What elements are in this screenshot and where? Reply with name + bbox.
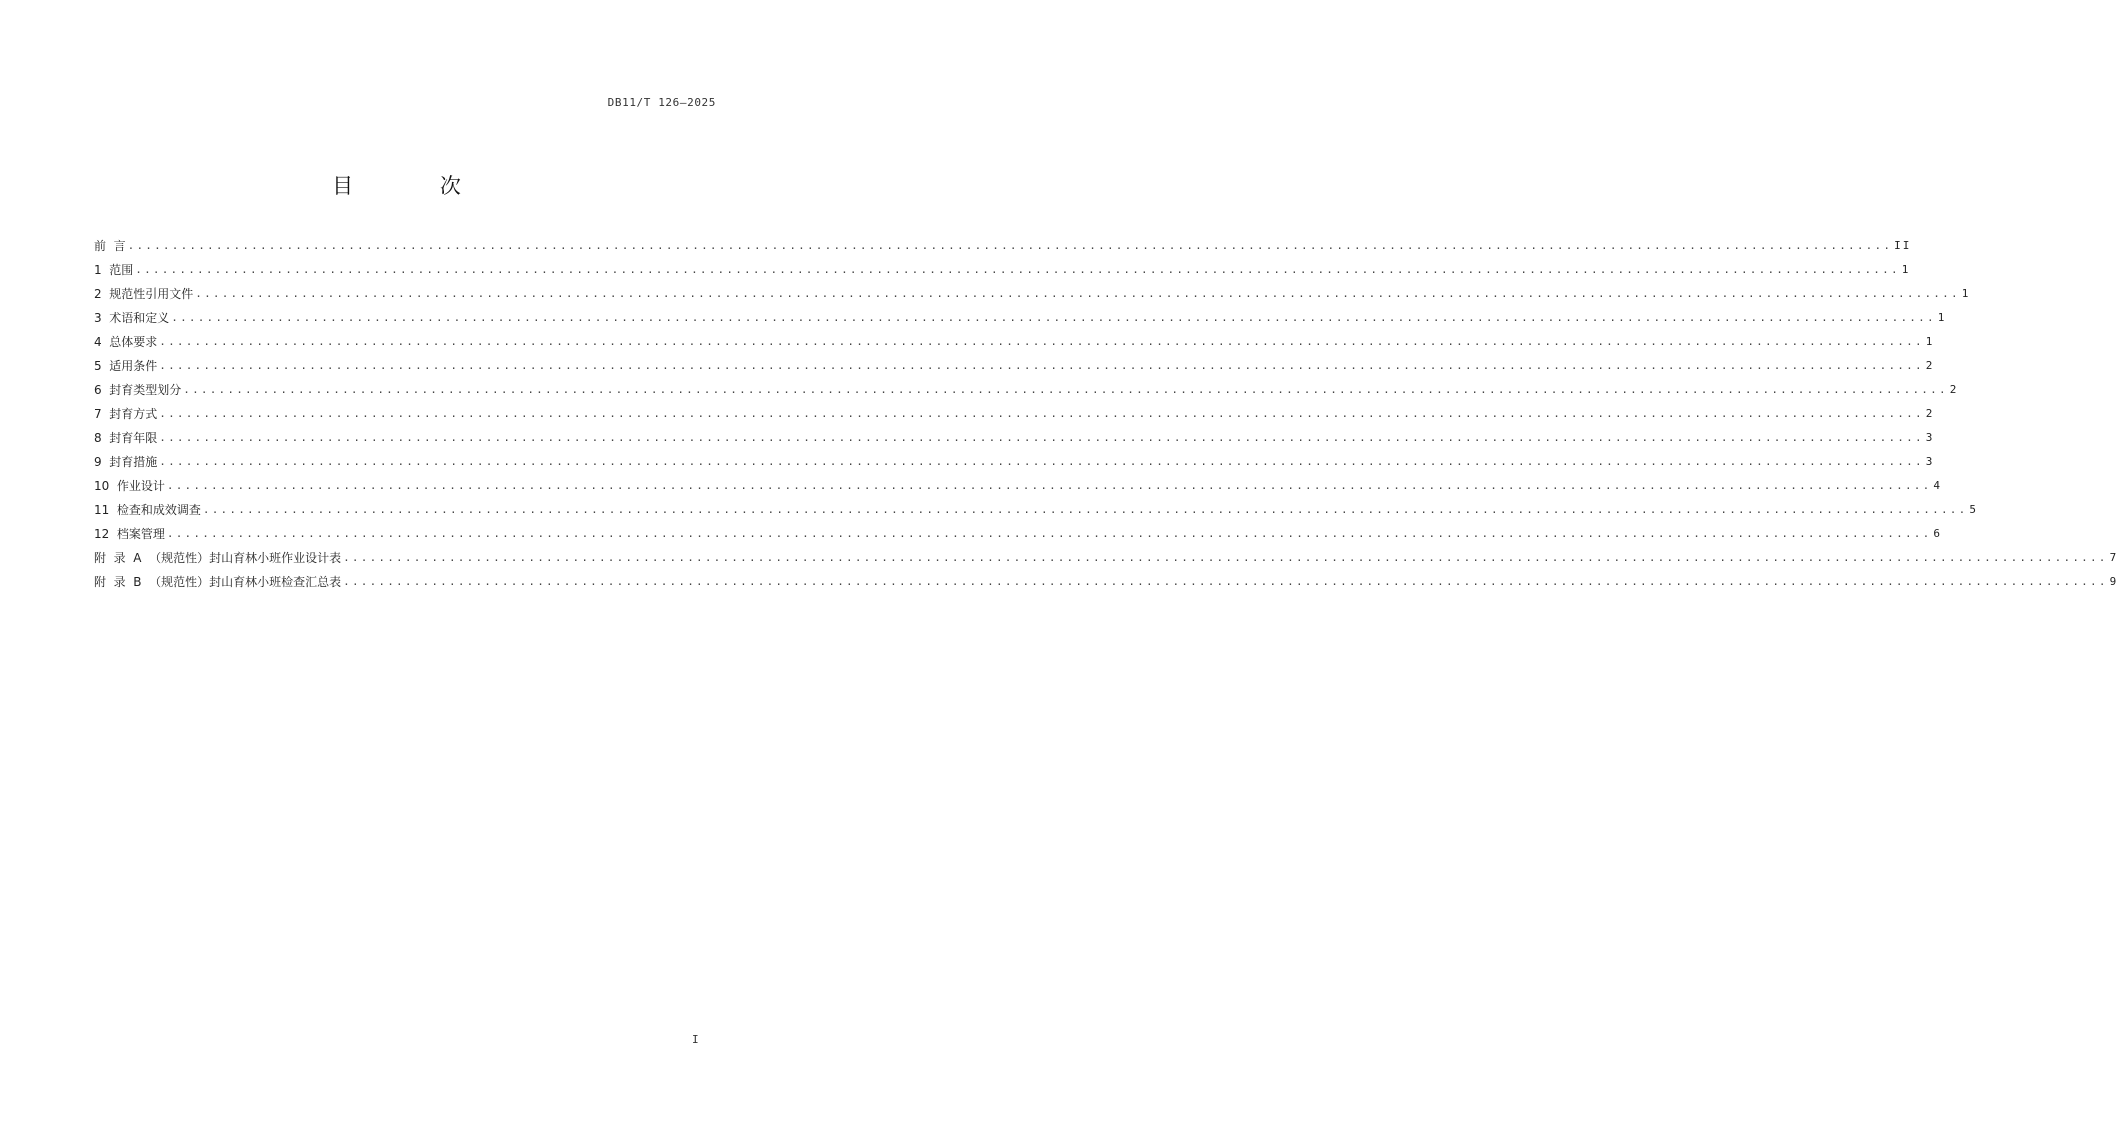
toc-entry-page: 2: [1925, 407, 1935, 420]
toc-entry-page: II: [1894, 239, 1912, 252]
toc-entry-page: 3: [1925, 455, 1935, 468]
toc-entry-page: 5: [1969, 503, 1979, 516]
toc-entry-label: 2 规范性引用文件: [94, 287, 194, 301]
toc-leader-dots: ........................................................................................................................................................................................................: [159, 455, 1924, 468]
toc-entry-label: 附 录 A （规范性）封山育林小班作业设计表: [94, 551, 342, 565]
toc-entry[interactable]: [94, 378, 1959, 402]
toc-entry[interactable]: [94, 426, 1935, 450]
toc-entry-label: 11 检查和成效调查: [94, 503, 201, 517]
toc-entry-page: 3: [1925, 431, 1935, 444]
toc-leader-dots: ........................................................................................................................................................................................................: [202, 503, 1968, 516]
toc-entry[interactable]: [94, 234, 1912, 258]
toc-entry-label: 7 封育方式: [94, 407, 158, 421]
toc-entry-page: 9: [2109, 575, 2118, 588]
toc-entry[interactable]: [94, 402, 1935, 426]
toc-entry-label: 9 封育措施: [94, 455, 158, 469]
toc-leader-dots: ........................................................................................................................................................................................................: [183, 383, 1948, 396]
toc-leader-dots: ........................................................................................................................................................................................................: [135, 263, 1900, 276]
toc-entry[interactable]: [94, 450, 1935, 474]
toc-entry[interactable]: [94, 282, 1971, 306]
toc-entry-page: 1: [1937, 311, 1947, 324]
toc-entry[interactable]: [94, 474, 1943, 498]
toc-entry-page: 2: [1949, 383, 1959, 396]
toc-leader-dots: ........................................................................................................................................................................................................: [343, 575, 2108, 588]
toc-entry-page: 6: [1933, 527, 1943, 540]
toc-entry[interactable]: [94, 498, 1979, 522]
toc-entry-label: 6 封育类型划分: [94, 383, 182, 397]
toc-entry-label: 8 封育年限: [94, 431, 158, 445]
toc-entry-label: 附 录 B （规范性）封山育林小班检查汇总表: [94, 575, 342, 589]
toc-entry-label: 5 适用条件: [94, 359, 158, 373]
toc-entry-label: 12 档案管理: [94, 527, 165, 541]
page-number: I: [692, 1033, 699, 1046]
toc-entry-label: 1 范围: [94, 263, 134, 277]
toc-leader-dots: ........................................................................................................................................................................................................: [159, 359, 1924, 372]
toc-entry[interactable]: [94, 306, 1947, 330]
toc-entry-label: 4 总体要求: [94, 335, 158, 349]
table-of-contents: [94, 234, 2118, 594]
document-code: DB11/T 126—2025: [607, 96, 716, 109]
toc-entry-label: 3 术语和定义: [94, 311, 170, 325]
toc-leader-dots: ........................................................................................................................................................................................................: [166, 479, 1932, 492]
toc-entry[interactable]: [94, 570, 2118, 594]
toc-leader-dots: ........................................................................................................................................................................................................: [343, 551, 2108, 564]
toc-entry[interactable]: [94, 330, 1935, 354]
toc-leader-dots: ........................................................................................................................................................................................................: [195, 287, 1960, 300]
toc-entry-page: 7: [2109, 551, 2118, 564]
toc-entry-page: 1: [1961, 287, 1971, 300]
toc-leader-dots: ........................................................................................................................................................................................................: [159, 431, 1924, 444]
toc-leader-dots: ........................................................................................................................................................................................................: [159, 407, 1924, 420]
toc-entry-label: 10 作业设计: [94, 479, 165, 493]
toc-entry-page: 1: [1925, 335, 1935, 348]
toc-entry[interactable]: [94, 354, 1935, 378]
toc-entry[interactable]: [94, 258, 1911, 282]
toc-title: 目 次: [332, 174, 501, 198]
toc-entry-label: 前 言: [94, 239, 126, 253]
toc-entry[interactable]: [94, 522, 1943, 546]
toc-leader-dots: ........................................................................................................................................................................................................: [166, 527, 1932, 540]
toc-leader-dots: ........................................................................................................................................................................................................: [171, 311, 1936, 324]
toc-leader-dots: ........................................................................................................................................................................................................: [127, 239, 1893, 252]
toc-entry[interactable]: [94, 546, 2118, 570]
toc-entry-page: 2: [1925, 359, 1935, 372]
toc-leader-dots: ........................................................................................................................................................................................................: [159, 335, 1924, 348]
toc-entry-page: 1: [1901, 263, 1911, 276]
toc-entry-page: 4: [1933, 479, 1943, 492]
